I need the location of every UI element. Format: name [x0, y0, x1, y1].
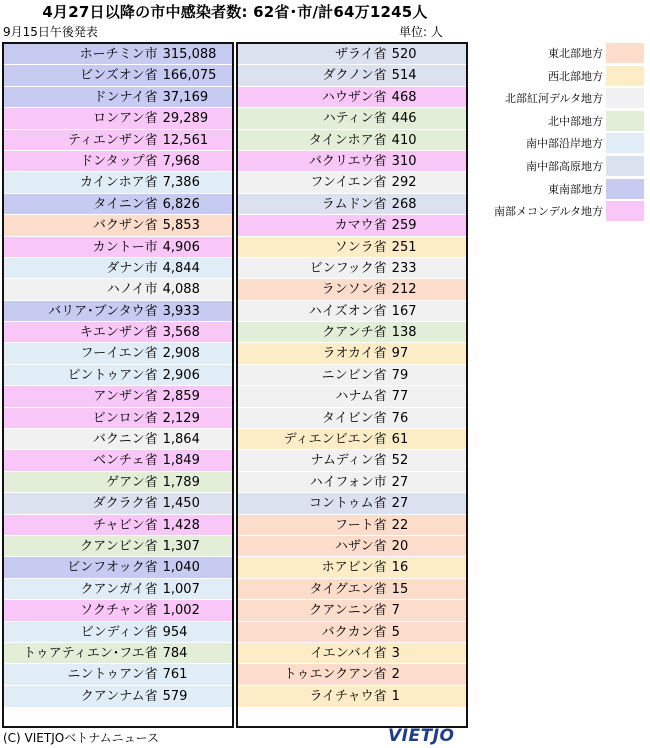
case-count: 292: [391, 175, 417, 191]
province-name: ティエンザン省: [67, 132, 158, 148]
province-name: ダナン市: [106, 260, 158, 276]
case-count: 61: [391, 432, 409, 448]
table-row: [238, 279, 466, 300]
legend-label: 南部メコンデルタ地方: [493, 205, 603, 219]
vietjo-logo: VIETJO: [388, 726, 455, 746]
table-row: [238, 215, 466, 236]
table-row: [4, 493, 232, 514]
table-row: [4, 429, 232, 450]
province-name: ラムドン省: [321, 196, 387, 212]
table-row: [4, 130, 232, 151]
province-name: ハザン省: [334, 538, 387, 554]
case-count: 27: [391, 496, 409, 512]
chart-title: 4月27日以降の市中感染者数: 62省･市/計64万1245人: [42, 3, 428, 21]
case-count: 3,933: [162, 303, 200, 319]
case-count: 77: [391, 389, 409, 405]
province-name: キエンザン省: [79, 325, 158, 341]
case-count: 212: [391, 282, 417, 298]
province-name: ビンフック省: [309, 260, 387, 276]
province-name: ハイフォン市: [309, 474, 387, 490]
case-count: 97: [391, 346, 409, 362]
case-count: 29,289: [162, 111, 209, 127]
table-row: [238, 408, 466, 429]
case-count: 4,088: [162, 282, 200, 298]
legend-swatch: [606, 156, 644, 176]
table-row: [4, 622, 232, 643]
table-row: [238, 600, 466, 621]
case-count: 138: [391, 325, 417, 341]
case-count: 27: [391, 474, 409, 490]
province-name: ソンラ省: [334, 239, 387, 255]
province-name: ビンフオック省: [67, 560, 158, 576]
case-count: 1,007: [162, 581, 200, 597]
legend-item: [482, 200, 646, 222]
province-name: フーイエン省: [80, 346, 158, 362]
table-row: [238, 65, 466, 86]
legend-swatch: [606, 88, 644, 108]
table-row: [238, 579, 466, 600]
case-count: 520: [391, 47, 417, 62]
province-name: クアンガイ省: [80, 581, 158, 597]
province-name: ゲアン省: [106, 474, 158, 490]
table-row: [238, 386, 466, 407]
province-name: イエンバイ省: [310, 645, 387, 661]
table-row: [4, 600, 232, 621]
table-column-right: [236, 42, 468, 728]
table-row: [4, 258, 232, 279]
table-row: [238, 258, 466, 279]
province-name: ドンナイ省: [93, 89, 158, 105]
province-name: ハイズオン省: [308, 303, 387, 319]
table-row: [4, 664, 232, 685]
case-count: 2,859: [162, 389, 200, 405]
legend-item: [482, 178, 646, 200]
province-name: ダクラク省: [92, 496, 158, 512]
province-name: タインホア省: [308, 132, 387, 148]
legend-label: 東北部地方: [548, 47, 603, 60]
table-row: [4, 515, 232, 536]
case-count: 761: [162, 667, 188, 683]
table-row: [238, 151, 466, 172]
unit-label: 単位: 人: [399, 25, 443, 39]
table-row: [4, 108, 232, 129]
legend-swatch: [606, 111, 644, 131]
legend-item: [482, 87, 646, 109]
table-row: [238, 44, 466, 65]
table-row: [238, 130, 466, 151]
case-count: 7,968: [162, 153, 200, 169]
table-row: [4, 450, 232, 471]
case-count: 259: [391, 218, 417, 234]
legend-swatch: [606, 179, 644, 199]
province-name: バリア･ブンタウ省: [48, 303, 158, 319]
table-row: [4, 557, 232, 578]
case-count: 251: [391, 239, 417, 255]
table-column-left: [2, 42, 234, 728]
province-name: ロンアン省: [93, 111, 158, 127]
table-row: [4, 536, 232, 557]
case-count: 1,040: [162, 560, 200, 576]
province-name: フンイエン省: [310, 175, 387, 191]
province-name: ニンビン省: [321, 367, 387, 383]
case-count: 2,906: [162, 367, 200, 383]
table-row: [4, 365, 232, 386]
province-name: ホーチミン市: [79, 47, 158, 62]
table-row: [4, 686, 232, 707]
province-name: ソクチャン省: [80, 603, 158, 619]
case-count: 3: [391, 645, 400, 661]
legend-swatch: [606, 43, 644, 63]
province-name: フート省: [335, 517, 387, 533]
case-count: 1,789: [162, 474, 200, 490]
table-row: [238, 515, 466, 536]
legend-swatch: [606, 133, 644, 153]
province-name: ビントゥアン省: [67, 367, 158, 383]
case-count: 1,849: [162, 453, 200, 469]
case-count: 15: [391, 581, 409, 597]
case-count: 22: [391, 517, 409, 533]
case-count: 79: [391, 367, 409, 383]
province-name: ハウザン省: [321, 89, 387, 105]
table-row: [238, 622, 466, 643]
province-name: ニントゥアン省: [67, 667, 158, 683]
case-count: 1,307: [162, 538, 200, 554]
province-name: クアンチ省: [322, 325, 387, 341]
legend-label: 西北部地方: [548, 69, 603, 83]
province-name: カマウ省: [334, 218, 387, 234]
case-count: 52: [391, 453, 409, 469]
province-name: タイニン省: [93, 196, 158, 212]
table-row: [4, 386, 232, 407]
legend-label: 東南部地方: [548, 182, 603, 196]
table-row: [4, 87, 232, 108]
legend-swatch: [606, 201, 644, 221]
table-row: [238, 429, 466, 450]
province-name: ホアビン省: [321, 560, 387, 576]
case-count: 1,450: [162, 496, 200, 512]
table-row: [4, 215, 232, 236]
table-row: [4, 408, 232, 429]
table-row: [238, 450, 466, 471]
legend-label: 南中部沿岸地方: [526, 137, 603, 151]
table-row: [4, 151, 232, 172]
case-count: 579: [162, 688, 188, 704]
case-count: 76: [391, 410, 409, 426]
province-name: ディエンビエン省: [283, 432, 387, 448]
province-name: バクニン省: [92, 432, 158, 448]
case-count: 7: [391, 603, 400, 619]
legend-label: 北部紅河デルタ地方: [504, 92, 603, 106]
table-row: [238, 194, 466, 215]
case-count: 1,864: [162, 432, 200, 448]
case-count: 784: [162, 645, 188, 661]
case-count: 2,908: [162, 346, 200, 362]
table-row: [238, 664, 466, 685]
province-name: クアンビン省: [80, 538, 158, 554]
case-count: 310: [391, 153, 417, 169]
province-name: タイビン省: [321, 410, 387, 426]
case-count: 268: [391, 196, 417, 212]
province-name: クアンニン省: [309, 603, 387, 619]
province-name: バクカン省: [321, 624, 387, 640]
legend-item: [482, 132, 646, 154]
province-name: ビンロン省: [92, 410, 158, 426]
province-name: ライチャウ省: [309, 688, 387, 704]
case-count: 954: [162, 624, 188, 640]
table-row: [238, 557, 466, 578]
case-count: 12,561: [162, 132, 209, 148]
case-count: 7,386: [162, 175, 200, 191]
case-count: 5,853: [162, 218, 200, 234]
case-count: 5: [391, 624, 400, 640]
province-name: クアンナム省: [80, 688, 158, 704]
province-name: タイグエン省: [309, 581, 387, 597]
province-name: アンザン省: [93, 389, 158, 405]
case-count: 446: [391, 111, 417, 127]
case-count: 410: [391, 132, 417, 148]
case-count: 16: [391, 560, 409, 576]
province-name: トゥアティエン･フエ省: [23, 645, 158, 661]
table-row: [4, 172, 232, 193]
province-name: ハティン省: [322, 111, 387, 127]
case-count: 1,428: [162, 517, 200, 533]
case-count: 1,002: [162, 603, 200, 619]
legend-label: 北中部地方: [548, 114, 603, 128]
case-count: 2,129: [162, 410, 200, 426]
province-name: ビンディン省: [80, 624, 158, 640]
region-legend: [482, 42, 646, 223]
table-row: [4, 279, 232, 300]
announcement-date: 9月15日午後発表: [3, 25, 98, 39]
province-name: チャビン省: [93, 517, 158, 533]
case-count: 1: [391, 688, 400, 704]
province-name: バクザン省: [92, 218, 158, 234]
table-row: [4, 643, 232, 664]
province-name: ザライ省: [335, 47, 387, 62]
table-row: [238, 343, 466, 364]
province-name: カントー市: [92, 239, 158, 255]
legend-item: [482, 65, 646, 87]
province-name: ハナム省: [335, 389, 387, 405]
case-count: 3,568: [162, 325, 200, 341]
case-count: 233: [391, 260, 417, 276]
table-row: [238, 472, 466, 493]
table-row: [238, 108, 466, 129]
case-count: 4,906: [162, 239, 200, 255]
table-row: [4, 44, 232, 65]
legend-label: 南中部高原地方: [526, 159, 603, 173]
table-row: [238, 536, 466, 557]
province-name: コントゥム省: [308, 496, 387, 512]
table-row: [4, 343, 232, 364]
province-name: ハノイ市: [106, 282, 158, 298]
legend-item: [482, 42, 646, 64]
table-row: [238, 643, 466, 664]
province-name: ナムディン省: [310, 453, 387, 469]
case-count: 37,169: [162, 89, 209, 105]
case-count: 6,826: [162, 196, 200, 212]
table-row: [4, 579, 232, 600]
table-row: [238, 301, 466, 322]
case-count: 167: [391, 303, 417, 319]
legend-item: [482, 110, 646, 132]
province-name: バクリエウ省: [308, 153, 387, 169]
table-row: [238, 365, 466, 386]
table-row: [4, 322, 232, 343]
case-count: 4,844: [162, 260, 200, 276]
case-count: 20: [391, 538, 409, 554]
table-row: [4, 237, 232, 258]
province-name: ラオカイ省: [322, 346, 387, 362]
province-name: ビンズオン省: [80, 68, 158, 84]
province-name: カインホア省: [80, 175, 158, 191]
province-name: トゥエンクアン省: [283, 667, 387, 683]
table-row: [4, 301, 232, 322]
legend-item: [482, 155, 646, 177]
copyright-credit: (C) VIETJOベトナムニュース: [3, 731, 160, 745]
table-row: [4, 194, 232, 215]
table-row: [238, 87, 466, 108]
case-count: 468: [391, 89, 417, 105]
table-row: [238, 686, 466, 707]
province-name: ランソン省: [321, 282, 387, 298]
province-name: ベンチェ省: [93, 453, 158, 469]
table-row: [238, 322, 466, 343]
case-count: 166,075: [162, 68, 217, 84]
table-row: [4, 472, 232, 493]
case-count: 2: [391, 667, 400, 683]
legend-swatch: [606, 66, 644, 86]
table-row: [238, 493, 466, 514]
case-count: 315,088: [162, 47, 217, 62]
case-count: 514: [391, 68, 417, 84]
table-row: [238, 172, 466, 193]
table-row: [238, 237, 466, 258]
province-name: ドンタップ省: [80, 153, 158, 169]
table-row: [4, 65, 232, 86]
province-name: ダクノン省: [322, 68, 387, 84]
